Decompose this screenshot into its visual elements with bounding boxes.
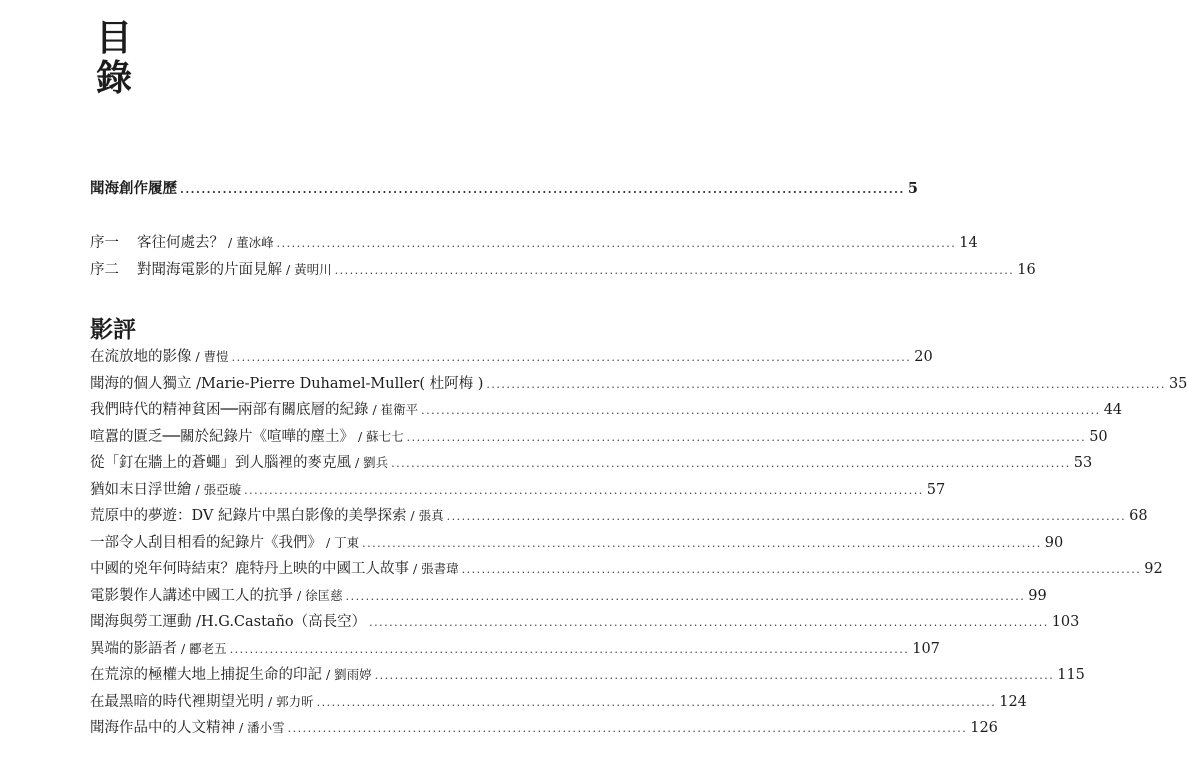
toc-entry-page: 53 (1073, 455, 1093, 471)
toc-entry-page: 68 (1129, 508, 1148, 524)
toc-entry-title: 荒原中的夢遊：DV 紀錄片中黑白影像的美學探索 (90, 508, 407, 524)
toc-entry-title: 一部令人刮目相看的紀錄片《我們》 (90, 534, 322, 551)
dot-leader: ........................................................................................................................................ (287, 722, 968, 735)
toc-entry-author: / 崔衛平 (368, 402, 419, 417)
toc-reviews (90, 345, 1187, 743)
toc-entry[interactable] (90, 663, 1085, 690)
toc-entry[interactable] (90, 504, 1148, 531)
toc-entry-page: 14 (959, 235, 978, 251)
toc-entry-page: 103 (1051, 614, 1080, 630)
toc-entry-author: / 劉雨婷 (322, 667, 372, 682)
toc-entry-title: 對聞海電影的片面見解 (137, 261, 282, 278)
toc-prefaces (90, 231, 1036, 284)
toc-entry-page: 90 (1044, 534, 1064, 551)
toc-top-entry (90, 177, 918, 204)
dot-leader: ........................................................................................................................................ (276, 237, 957, 250)
toc-entry[interactable] (90, 637, 940, 664)
toc-entry-page: 5 (907, 180, 918, 197)
toc-entry[interactable] (90, 345, 933, 372)
toc-entry-page: 115 (1057, 667, 1085, 683)
toc-entry-page: 126 (970, 720, 998, 736)
toc-entry-page: 57 (926, 481, 946, 498)
page-title-line-2: 錄 (96, 57, 133, 99)
toc-entry-author: / 徐匡慈 (293, 587, 343, 603)
toc-entry-page: 20 (914, 349, 933, 365)
dot-leader: ........................................................................................................................................ (334, 263, 1015, 277)
toc-entry-title: 中國的兇年何時結束？鹿特丹上映的中國工人故事 (90, 561, 409, 577)
toc-entry-page: 107 (912, 640, 940, 657)
dot-leader: ........................................................................................................................................ (421, 404, 1101, 417)
toc-entry-page: 92 (1144, 561, 1163, 577)
toc-entry[interactable] (90, 690, 1027, 717)
toc-entry-page: 124 (999, 693, 1027, 710)
toc-entry-author: / 黃明川 (282, 261, 332, 277)
toc-entry-title: 聞海的個人獨立 /Marie-Pierre Duhamel-Muller( 杜阿梅 ) (90, 375, 484, 392)
toc-entry[interactable] (90, 231, 978, 258)
toc-entry-page: 99 (1028, 587, 1047, 604)
toc-entry[interactable] (90, 716, 998, 743)
dot-leader: ........................................................................................................................................ (486, 377, 1166, 391)
dot-leader: ........................................................................................................................................ (362, 536, 1042, 550)
toc-entry-author: / 潘小雪 (235, 720, 285, 735)
toc-entry-title: 聞海創作履歷 (90, 180, 177, 197)
preface-prefix: 序一 (90, 235, 119, 251)
dot-leader: ........................................................................................................................................ (374, 669, 1055, 682)
toc-entry-title: 聞海作品中的人文精神 (90, 720, 235, 736)
toc-entry-author: / 酈老五 (177, 640, 227, 656)
toc-entry[interactable] (90, 398, 1123, 425)
preface-prefix: 序二 (90, 261, 119, 278)
toc-entry[interactable] (90, 425, 1108, 452)
toc-entry-title: 我們時代的精神貧困──兩部有關底層的紀錄 (90, 402, 369, 418)
toc-entry-title: 在荒涼的極權大地上捕捉生命的印記 (90, 667, 322, 683)
toc-entry-author: / 郭力昕 (264, 693, 314, 709)
toc-entry[interactable] (90, 584, 1047, 611)
dot-leader: ........................................................................................................................................ (229, 642, 910, 656)
dot-leader: ........................................................................................................................................ (316, 695, 997, 709)
dot-leader: ........................................................................................................................................ (461, 563, 1142, 576)
dot-leader: ........................................................................................................................................ (369, 616, 1049, 629)
toc-entry[interactable] (90, 478, 946, 505)
toc-entry[interactable] (90, 451, 1093, 478)
toc-entry-author: / 丁東 (322, 534, 360, 550)
toc-entry-title: 在流放地的影像 (90, 349, 192, 365)
toc-entry-title: 從「釘在牆上的蒼蠅」到人腦裡的麥克風 (90, 455, 351, 471)
dot-leader: ........................................................................................................................................ (180, 183, 905, 196)
toc-entry-author: / 張亞璇 (191, 481, 242, 497)
toc-entry-title: 異端的影語者 (90, 640, 177, 657)
toc-entry-title: 猶如末日浮世繪 (90, 481, 192, 498)
toc-entry-page: 16 (1017, 261, 1036, 278)
section-heading: 影評 (90, 316, 136, 343)
toc-entry[interactable] (90, 557, 1163, 584)
toc-entry-page: 50 (1089, 428, 1108, 445)
toc-entry-author: / 張書瑋 (409, 561, 459, 576)
toc-entry[interactable] (90, 177, 918, 204)
toc-entry[interactable] (90, 610, 1080, 637)
dot-leader: ........................................................................................................................................ (231, 351, 912, 364)
toc-entry-author: / 董冰峰 (224, 235, 274, 250)
dot-leader: ........................................................................................................................................ (391, 457, 1071, 470)
toc-entry-author: / 蘇七七 (353, 428, 404, 444)
toc-entry-page: 44 (1103, 402, 1123, 418)
toc-entry-title: 客往何處去？ (137, 235, 224, 251)
toc-entry[interactable] (90, 531, 1064, 558)
dot-leader: ........................................................................................................................................ (244, 483, 924, 497)
toc-entry-author: / 張真 (406, 508, 444, 523)
dot-leader: ........................................................................................................................................ (406, 430, 1087, 444)
page-title-line-1: 目 (96, 17, 133, 59)
page-title (96, 18, 140, 98)
toc-entry-title: 在最黑暗的時代裡期望光明 (90, 693, 264, 710)
toc-entry[interactable] (90, 372, 1187, 399)
toc-entry-author: / 曹愷 (191, 349, 229, 364)
toc-entry-title: 喧囂的匱乏──關於紀錄片《喧嘩的塵土》 (90, 428, 354, 445)
toc-entry[interactable] (90, 258, 1036, 285)
toc-entry-title: 電影製作人講述中國工人的抗爭 (90, 587, 293, 604)
dot-leader: ........................................................................................................................................ (345, 589, 1026, 603)
dot-leader: ........................................................................................................................................ (446, 510, 1127, 523)
toc-entry-title: 聞海與勞工運動 /H.G.Castaño（高長空） (90, 614, 367, 630)
toc-entry-page: 35 (1168, 375, 1187, 392)
toc-entry-author: / 劉兵 (351, 455, 389, 470)
